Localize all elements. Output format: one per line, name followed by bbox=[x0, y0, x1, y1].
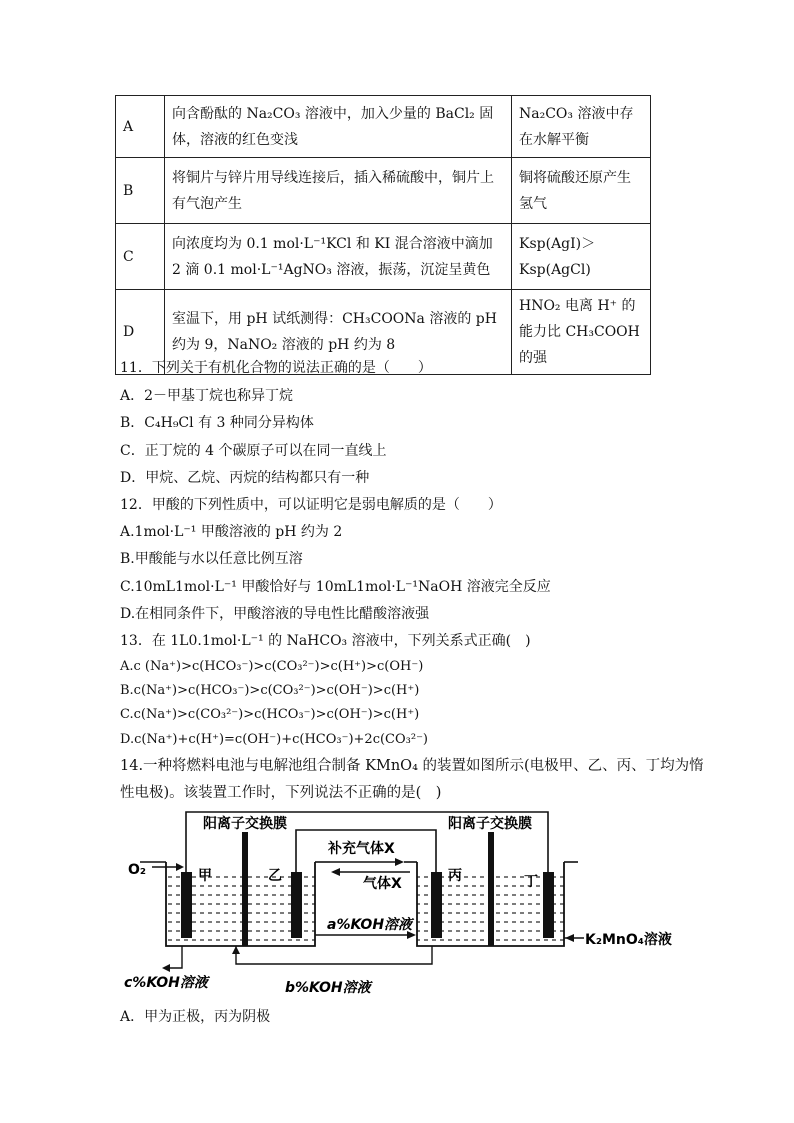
q11-option-b: B．C₄H₉Cl 有 3 种同分异构体 bbox=[120, 415, 314, 431]
row-label: D bbox=[116, 290, 165, 375]
q12-option-b: B.甲酸能与水以任意比例互溶 bbox=[120, 551, 303, 567]
c-koh-outlet bbox=[168, 946, 182, 968]
left-membrane bbox=[242, 832, 248, 946]
q11-option-a: A．2－甲基丁烷也称异丁烷 bbox=[120, 388, 294, 404]
electrode-bing bbox=[431, 872, 442, 938]
supplement-gas-arrow-icon bbox=[395, 858, 404, 866]
b-koh-arrow-icon bbox=[232, 946, 240, 954]
k2mno4-arrow-icon bbox=[565, 934, 574, 942]
label-k2mno4: K₂MnO₄溶液 bbox=[585, 932, 672, 948]
q14-stem-line1: 14.一种将燃料电池与电解池组合制备 KMnO₄ 的装置如图所示(电极甲、乙、丙、丁均为惰 bbox=[120, 758, 704, 774]
electrode-yi bbox=[291, 872, 302, 938]
q14-option-a: A．甲为正极，丙为阴极 bbox=[120, 1009, 271, 1025]
electrode-jia bbox=[181, 872, 192, 938]
q13-option-b: B.c(Na⁺)>c(HCO₃⁻)>c(CO₃²⁻)>c(OH⁻)>c(H⁺) bbox=[120, 683, 420, 698]
gas-x-arrow-icon bbox=[331, 868, 340, 876]
q13-option-a: A.c (Na⁺)>c(HCO₃⁻)>c(CO₃²⁻)>c(H⁺)>c(OH⁻) bbox=[120, 659, 424, 674]
q14-stem-line2: 性电极)。该装置工作时，下列说法不正确的是( ) bbox=[120, 785, 442, 801]
label-jia: 甲 bbox=[198, 868, 212, 884]
q11-option-c: C．正丁烷的 4 个碳原子可以在同一直线上 bbox=[120, 443, 387, 459]
row-content: 向含酚酞的 Na₂CO₃ 溶液中，加入少量的 BaCl₂ 固体，溶液的红色变浅 bbox=[165, 96, 512, 158]
right-membrane bbox=[488, 832, 494, 946]
row-content: 向浓度均为 0.1 mol·L⁻¹KCl 和 KI 混合溶液中滴加 2 滴 0.1 mol·L⁻¹AgNO₃ 溶液，振荡，沉淀呈黄色 bbox=[165, 224, 512, 290]
row-conclusion: HNO₂ 电离 H⁺ 的能力比 CH₃COOH 的强 bbox=[512, 290, 651, 375]
q11-stem: 11．下列关于有机化合物的说法正确的是（ ） bbox=[120, 360, 432, 376]
q11-option-d: D．甲烷、乙烷、丙烷的结构都只有一种 bbox=[120, 470, 370, 486]
label-c-koh: c%KOH溶液 bbox=[124, 975, 208, 991]
q12-option-a: A.1mol·L⁻¹ 甲酸溶液的 pH 约为 2 bbox=[120, 524, 343, 540]
q13-option-c: C.c(Na⁺)>c(CO₃²⁻)>c(HCO₃⁻)>c(OH⁻)>c(H⁺) bbox=[120, 707, 420, 722]
q12-option-c: C.10mL1mol·L⁻¹ 甲酸恰好与 10mL1mol·L⁻¹NaOH 溶液完全反应 bbox=[120, 579, 551, 595]
label-yi: 乙 bbox=[268, 868, 282, 884]
q12-option-d: D.在相同条件下，甲酸溶液的导电性比醋酸溶液强 bbox=[120, 606, 430, 622]
label-b-koh: b%KOH溶液 bbox=[285, 980, 371, 996]
label-o2: O₂ bbox=[128, 862, 147, 878]
q12-stem: 12．甲酸的下列性质中，可以证明它是弱电解质的是（ ） bbox=[120, 497, 502, 513]
row-conclusion: Ksp(AgI)＞Ksp(AgCl) bbox=[512, 224, 651, 290]
label-membrane-left: 阳离子交换膜 bbox=[203, 816, 287, 832]
q13-stem: 13．在 1L0.1mol·L⁻¹ 的 NaHCO₃ 溶液中，下列关系式正确( ) bbox=[120, 633, 531, 649]
label-membrane-right: 阳离子交换膜 bbox=[448, 816, 532, 832]
label-bing: 丙 bbox=[448, 868, 462, 884]
label-gas-x: 气体X bbox=[363, 876, 402, 892]
row-label: B bbox=[116, 158, 165, 224]
row-conclusion: Na₂CO₃ 溶液中存在水解平衡 bbox=[512, 96, 651, 158]
o2-arrow-icon bbox=[176, 863, 184, 871]
row-conclusion: 铜将硫酸还原产生氢气 bbox=[512, 158, 651, 224]
row-label: A bbox=[116, 96, 165, 158]
row-content: 室温下，用 pH 试纸测得：CH₃COONa 溶液的 pH 约为 9，NaNO₂ 溶液的 pH 约为 8 bbox=[165, 290, 512, 375]
q13-option-d: D.c(Na⁺)+c(H⁺)=c(OH⁻)+c(HCO₃⁻)+2c(CO₃²⁻) bbox=[120, 732, 429, 747]
row-content: 将铜片与锌片用导线连接后，插入稀硫酸中，铜片上有气泡产生 bbox=[165, 158, 512, 224]
b-koh-pipe bbox=[236, 946, 432, 964]
electrode-ding bbox=[543, 872, 554, 938]
row-label: C bbox=[116, 224, 165, 290]
label-a-koh: a%KOH溶液 bbox=[327, 917, 413, 933]
label-supplement-gas: 补充气体X bbox=[328, 841, 395, 857]
label-ding: 丁 bbox=[524, 874, 538, 890]
c-koh-arrow-icon bbox=[162, 964, 170, 972]
